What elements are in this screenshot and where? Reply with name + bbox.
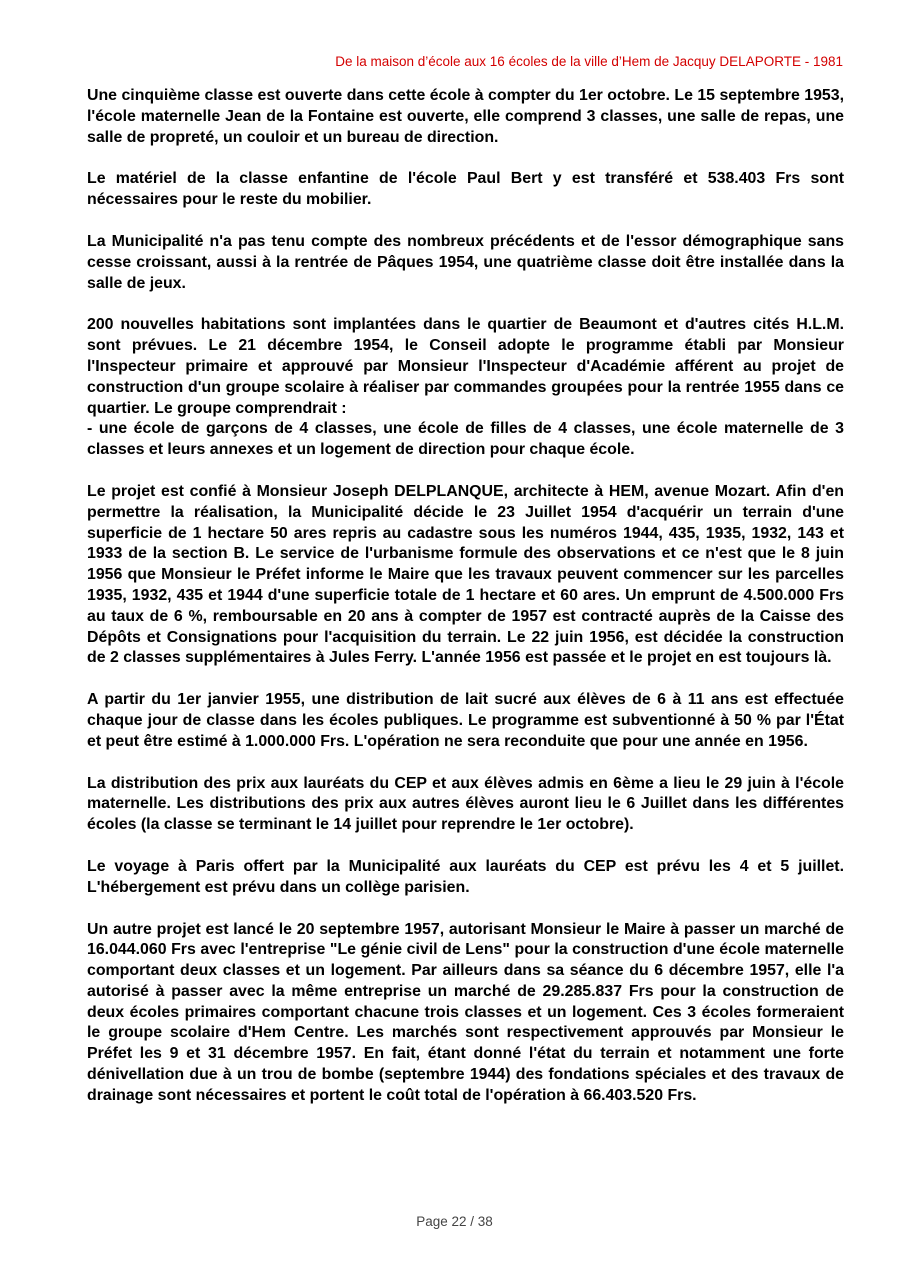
paragraph xyxy=(87,232,844,294)
paragraph xyxy=(87,86,844,148)
page-number: Page 22 / 38 xyxy=(416,1214,493,1229)
paragraph-line: 200 nouvelles habitations sont implantées dans le quartier de Beaumont et d'autres cités H.L.M. sont prévues. Le 21 décembre 1954, le Conseil adopte le programme établi par Monsieur l'Inspecteur primaire et approuvé par Monsieur l'Inspecteur d'Académie afférent au projet de construction d'un groupe scolaire à réaliser par commandes groupées pour la rentrée 1955 dans ce quartier. Le groupe comprendrait : xyxy=(87,316,844,417)
paragraph-line: Le projet est confié à Monsieur Joseph DELPLANQUE, architecte à HEM, avenue Mozart. Afin d'en permettre la réalisation, la Municipalité décide le 23 Juillet 1954 d'acquérir un terrain d'une superficie de 1 hectare 50 ares repris au cadastre sous les numéros 1944, 435, 1935, 1932, 143 et 1933 de la section B. Le service de l'urbanisme formule des observations et ce n'est que le 8 juin 1956 que Monsieur le Préfet informe le Maire que les travaux peuvent commencer sur les parcelles 1935, 1932, 435 et 1944 d'une superficie totale de 1 hectare et 60 ares. Un emprunt de 4.500.000 Frs au taux de 6 %, remboursable en 20 ans à compter de 1957 est contracté auprès de la Caisse des Dépôts et Consignations pour l'acquisition du terrain. Le 22 juin 1956, est décidée la construction de 2 classes supplémentaires à Jules Ferry. L'année 1956 est passée et le projet en est toujours là. xyxy=(87,482,844,667)
paragraph-line: La Municipalité n'a pas tenu compte des nombreux précédents et de l'essor démographique sans cesse croissant, aussi à la rentrée de Pâques 1954, une quatrième classe doit être installée dans la salle de jeux. xyxy=(87,232,844,292)
paragraph-line: Un autre projet est lancé le 20 septembre 1957, autorisant Monsieur le Maire à passer un marché de 16.044.060 Frs avec l'entreprise "Le génie civil de Lens" pour la construction d'une école maternelle comportant deux classes et un logement. Par ailleurs dans sa séance du 6 décembre 1957, elle l'a autorisé à passer avec la même entreprise un marché de 29.285.837 Frs pour la construction de deux écoles primaires comportant chacune trois classes et un logement. Ces 3 écoles formeraient le groupe scolaire d'Hem Centre. Les marchés sont respectivement approuvés par Monsieur le Préfet les 9 et 31 décembre 1957. En fait, étant donné l'état du terrain et notamment une forte dénivellation due à un trou de bombe (septembre 1944) des fondations spéciales et des travaux de drainage sont nécessaires et portent le coût total de l'opération à 66.403.520 Frs. xyxy=(87,920,844,1104)
paragraph xyxy=(87,857,844,899)
paragraph xyxy=(87,774,844,836)
paragraph xyxy=(87,690,844,752)
paragraph-line: Le voyage à Paris offert par la Municipalité aux lauréats du CEP est prévu les 4 et 5 juillet. L'hébergement est prévu dans un collège parisien. xyxy=(87,857,844,896)
paragraph xyxy=(87,169,844,211)
paragraph-line: Une cinquième classe est ouverte dans cette école à compter du 1er octobre. Le 15 septembre 1953, l'école maternelle Jean de la Fontaine est ouverte, elle comprend 3 classes, une salle de repas, une salle de propreté, un couloir et un bureau de direction. xyxy=(87,87,844,146)
paragraph xyxy=(87,315,844,461)
paragraph-line: La distribution des prix aux lauréats du CEP et aux élèves admis en 6ème a lieu le 29 juin à l'école maternelle. Les distributions des prix aux autres élèves auront lieu le 6 Juillet dans les différentes écoles (la classe se terminant le 14 juillet pour reprendre le 1er octobre). xyxy=(87,774,844,834)
running-header: De la maison d’école aux 16 écoles de la ville d’Hem de Jacquy DELAPORTE - 1981 xyxy=(335,54,843,69)
paragraph xyxy=(87,920,844,1107)
paragraph-line: A partir du 1er janvier 1955, une distribution de lait sucré aux élèves de 6 à 11 ans est effectuée chaque jour de classe dans les écoles publiques. Le programme est subventionné à 50 % par l'État et peut être estimé à 1.000.000 Frs. L'opération ne sera reconduite que pour une année en 1956. xyxy=(87,691,844,750)
body-text xyxy=(87,86,844,1128)
paragraph-line: - une école de garçons de 4 classes, une école de filles de 4 classes, une école maternelle de 3 classes et leurs annexes et un logement de direction pour chaque école. xyxy=(87,420,844,459)
paragraph-line: Le matériel de la classe enfantine de l'école Paul Bert y est transféré et 538.403 Frs sont nécessaires pour le reste du mobilier. xyxy=(87,170,844,209)
paragraph xyxy=(87,482,844,669)
